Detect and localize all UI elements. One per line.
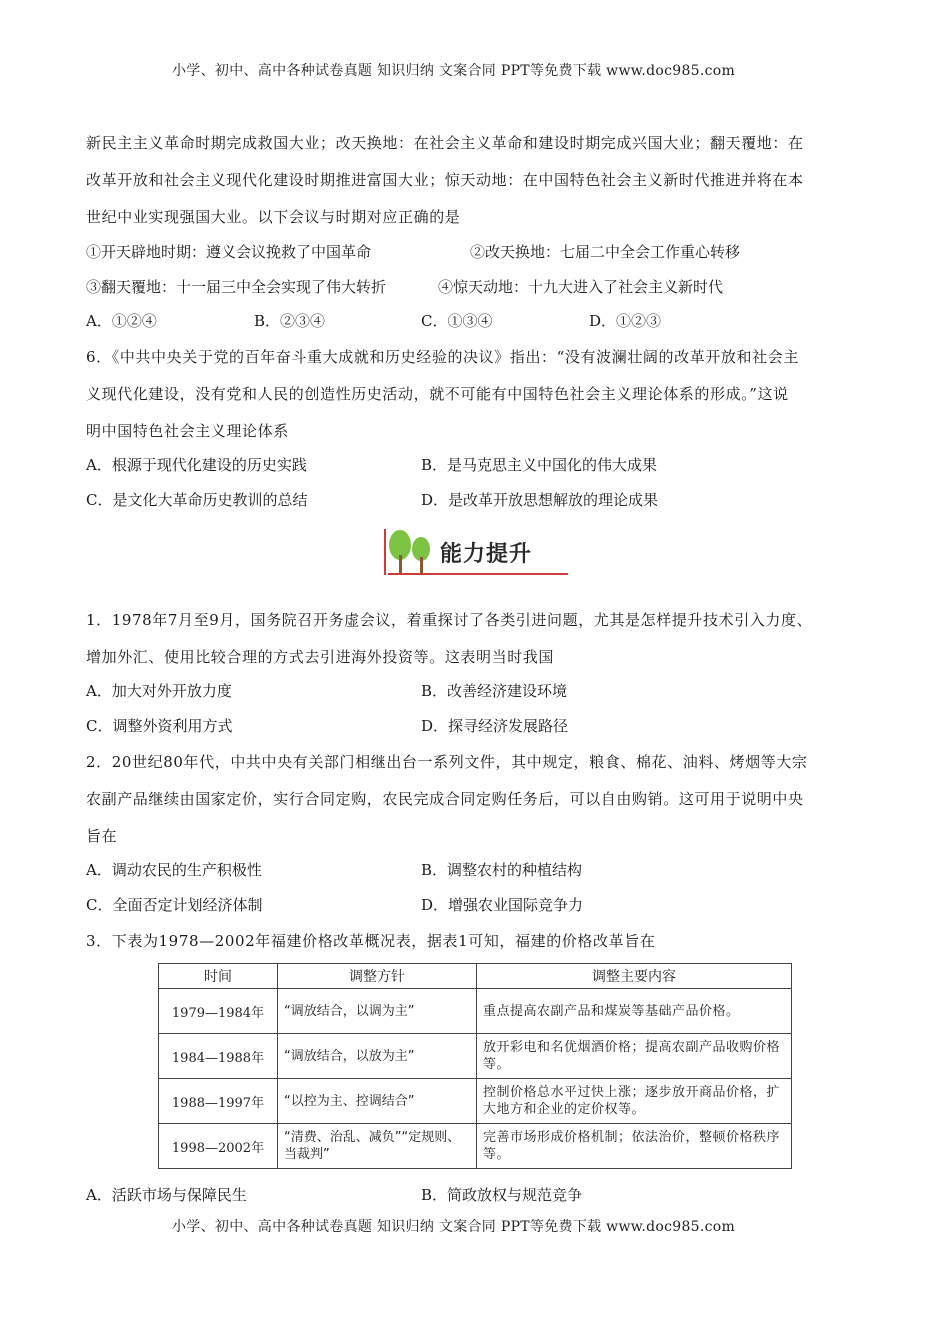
q5-item-4: ④惊天动地：十九大进入了社会主义新时代 [438,278,724,296]
table-cell-time: 1979—1984年 [159,989,278,1034]
page-footer: 小学、初中、高中各种试卷真题 知识归纳 文案合同 PPT等免费下载 www.doc985.com [172,1219,736,1235]
p2-option-c[interactable]: C．全面否定计划经济体制 [86,896,263,914]
p3-option-b[interactable]: B．简政放权与规范竞争 [421,1186,583,1204]
page-header: 小学、初中、高中各种试卷真题 知识归纳 文案合同 PPT等免费下载 www.doc985.com [172,63,736,79]
p1-line-1: 1．1978年7月至9月，国务院召开务虚会议，着重探讨了各类引进问题，尤其是怎样提升技术引入力度、 [86,611,813,629]
table-row [159,989,792,1034]
q6-option-b[interactable]: B．是马克思主义中国化的伟大成果 [421,456,658,474]
table-cell-policy: “以控为主、控调结合” [278,1079,477,1124]
table-header-row [159,964,792,989]
table-row [159,1079,792,1124]
q6-line-3: 明中国特色社会主义理论体系 [86,422,289,440]
table-cell-time: 1984—1988年 [159,1034,278,1079]
p1-option-d[interactable]: D．探寻经济发展路径 [421,717,569,735]
q6-line-2: 义现代化建设，没有党和人民的创造性历史活动，就不可能有中国特色社会主义理论体系的形成。”这说 [86,385,789,403]
table-row [159,1034,792,1079]
p1-option-b[interactable]: B．改善经济建设环境 [421,682,568,700]
p3-line-1: 3．下表为1978—2002年福建价格改革概况表，据表1可知，福建的价格改革旨在 [86,932,656,950]
q5-item-2: ②改天换地：七届二中全会工作重心转移 [470,243,741,261]
q6-option-c[interactable]: C．是文化大革命历史教训的总结 [86,491,308,509]
table-cell-policy: “调放结合，以调为主” [278,989,477,1034]
q5-option-c[interactable]: C．①③④ [421,312,493,330]
section-title: 能力提升 [440,542,533,567]
table-cell-policy: “调放结合，以放为主” [278,1034,477,1079]
table-cell-content: 重点提高农副产品和煤炭等基础产品价格。 [477,989,792,1034]
p1-option-a[interactable]: A．加大对外开放力度 [86,682,232,700]
table-header-content: 调整主要内容 [477,964,792,989]
q5-option-b[interactable]: B．②③④ [254,312,326,330]
p1-option-c[interactable]: C．调整外资利用方式 [86,717,233,735]
table-cell-content: 放开彩电和名优烟酒价格；提高农副产品收购价格等。 [477,1034,792,1079]
table-row [159,1124,792,1169]
table-cell-content: 完善市场形成价格机制；依法治价，整顿价格秩序等。 [477,1124,792,1169]
p1-line-2: 增加外汇、使用比较合理的方式去引进海外投资等。这表明当时我国 [86,648,555,666]
p2-line-2: 农副产品继续由国家定价，实行合同定购，农民完成合同定购任务后，可以自由购销。这可用于说明中央 [86,790,804,808]
section-banner [378,527,570,579]
q6-option-a[interactable]: A．根源于现代化建设的历史实践 [86,456,307,474]
price-reform-table [158,963,792,1169]
tree-icon [378,527,438,579]
q5-option-d[interactable]: D．①②③ [589,312,662,330]
p2-line-3: 旨在 [86,827,118,845]
table-cell-policy: “清费、治乱、减负”“定规则、当裁判” [278,1124,477,1169]
p2-line-1: 2．20世纪80年代，中共中央有关部门相继出台一系列文件，其中规定，粮食、棉花、油料、烤烟等大宗 [86,753,808,771]
q6-line-1: 6．《中共中央关于党的百年奋斗重大成就和历史经验的决议》指出：“没有波澜壮阔的改革开放和社会主 [86,348,799,366]
p3-option-a[interactable]: A．活跃市场与保障民生 [86,1186,247,1204]
q5-line-1: 新民主主义革命时期完成救国大业；改天换地：在社会主义革命和建设时期完成兴国大业；翻天覆地：在 [86,134,804,152]
p2-option-d[interactable]: D．增强农业国际竞争力 [421,896,584,914]
q5-item-3: ③翻天覆地：十一届三中全会实现了伟大转折 [86,278,387,296]
table-header-time: 时间 [159,964,278,989]
p2-option-a[interactable]: A．调动农民的生产积极性 [86,861,262,879]
q5-option-a[interactable]: A．①②④ [86,312,157,330]
table-header-policy: 调整方针 [278,964,477,989]
table-cell-content: 控制价格总水平过快上涨；逐步放开商品价格，扩大地方和企业的定价权等。 [477,1079,792,1124]
p2-option-b[interactable]: B．调整农村的种植结构 [421,861,583,879]
q6-option-d[interactable]: D．是改革开放思想解放的理论成果 [421,491,659,509]
q5-line-3: 世纪中业实现强国大业。以下会议与时期对应正确的是 [86,208,461,226]
q5-item-1: ①开天辟地时期：遵义会议挽救了中国革命 [86,243,372,261]
table-cell-time: 1988—1997年 [159,1079,278,1124]
banner-underline [388,573,568,575]
table-cell-time: 1998—2002年 [159,1124,278,1169]
q5-line-2: 改革开放和社会主义现代化建设时期推进富国大业；惊天动地：在中国特色社会主义新时代推进并将在本 [86,171,804,189]
